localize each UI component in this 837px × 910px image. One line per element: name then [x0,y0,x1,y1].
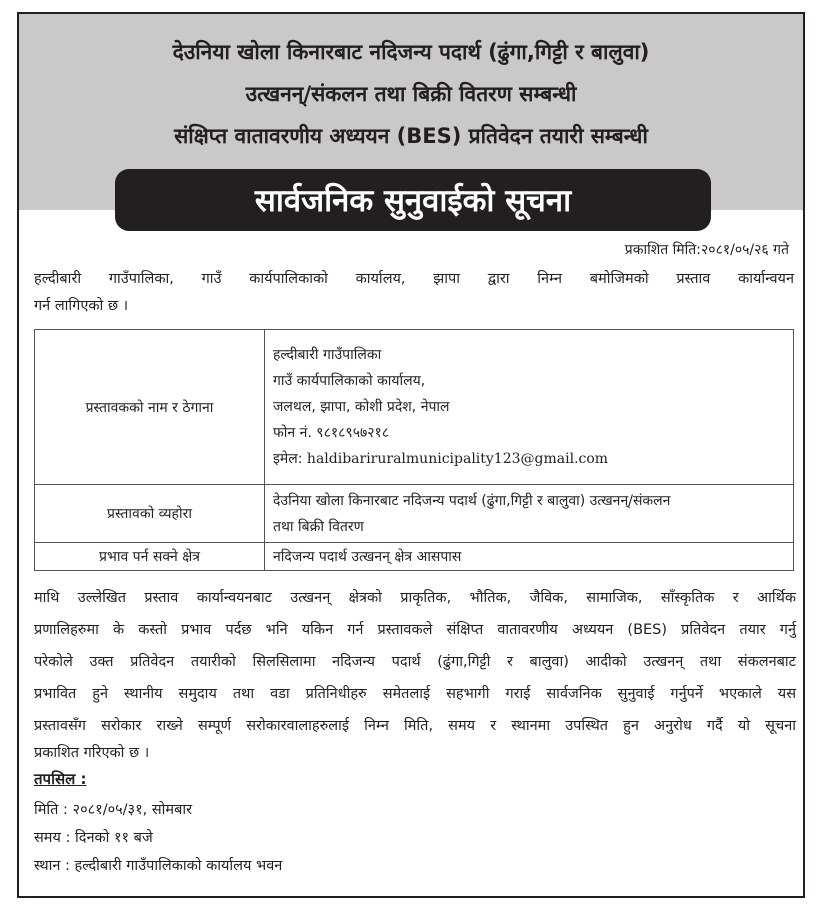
subject-label: प्रस्तावको व्यहोरा [35,485,265,543]
proponent-line: हल्दीबारी गाउँपालिका [273,347,382,363]
banner-title: सार्वजनिक सुनुवाईको सूचना [254,183,572,219]
proposal-info-table [34,329,794,571]
email-label: इमेल: [273,451,303,467]
body-line: प्रकाशित गरिएको छ । [34,745,150,761]
body-line: परेकोले उक्त प्रतिवेदन तयारीको सिलसिलामा नदिजन्य पदार्थ (ढुंगा,गिट्टी र बालुवा) आदीको उत्खनन् तथा संकलनबाट [34,654,796,670]
subject-line: तथा बिक्री वितरण [273,518,364,535]
proponent-address [265,330,794,485]
title-line-1: देउनिया खोला किनारबाट नदिजन्य पदार्थ (ढुंगा,गिट्टी र बालुवा) [172,40,650,64]
body-line: प्रणालिहरुमा के कस्तो प्रभाव पर्दछ भनि यकिन गर्न प्रस्तावकले संक्षिप्त वातावरणीय अध्ययन (BES) प्रतिवेदन तयार गर्नु [34,622,796,638]
notice-banner [115,169,711,231]
proponent-line: गाउँ कार्यपालिकाको कार्यालय, [273,373,426,389]
public-notice [17,12,805,898]
email-address[interactable]: haldibariruralmunicipality123@gmail.com [306,451,609,467]
published-date: प्रकाशित मिति:२०८१/०५/२६ गते [624,242,789,258]
table-row [35,543,794,571]
subject-value [265,485,794,543]
event-time: समय : दिनको ११ बजे [34,830,153,846]
proponent-label: प्रस्तावकको नाम र ठेगाना [35,330,265,485]
body-line: प्रभावित हुने स्थानीय समुदाय तथा वडा प्रतिनिधीहरु समेतलाई सहभागी गराई सार्वजनिक सुनुवाई गर्नुपर्ने भएकाले यस [34,686,796,702]
proponent-line: फोन नं. ९८१८९५७२१८ [273,425,390,441]
table-row [35,485,794,543]
event-venue: स्थान : हल्दीबारी गाउँपालिकाको कार्यालय भवन [34,858,283,874]
intro-line-2: गर्न लागिएको छ । [34,298,129,314]
body-line: माथि उल्लेखित प्रस्ताव कार्यान्वयनबाट उत्खनन् क्षेत्रको प्राकृतिक, भौतिक, जैविक, सामाजिक, साँस्कृतिक र आर्थिक [34,590,796,606]
proponent-line: जलथल, झापा, कोशी प्रदेश, नेपाल [273,399,450,415]
affected-area-label: प्रभाव पर्न सक्ने क्षेत्र [35,543,265,571]
event-date: मिति : २०८१/०५/३१, सोमबार [34,802,193,818]
affected-area-value: नदिजन्य पदार्थ उत्खनन् क्षेत्र आसपास [265,543,794,571]
subject-line: देउनिया खोला किनारबाट नदिजन्य पदार्थ (ढुंगा,गिट्टी र बालुवा) उत्खनन्/संकलन [273,492,671,509]
body-line: प्रस्तावसँग सरोकार राख्ने सम्पूर्ण सरोकारवालाहरुलाई निम्न मिति, समय र स्थानमा उपस्थित हुन अनुरोध गर्दै यो सूचना [34,718,796,734]
intro-line-1: हल्दीबारी गाउँपालिका, गाउँ कार्यपालिकाको कार्यालय, झापा द्वारा निम्न बमोजिमको प्रस्ताव कार्यान्वयन [34,271,794,287]
details-heading: तपसिल : [34,770,87,788]
title-line-3: संक्षिप्त वातावरणीय अध्ययन (BES) प्रतिवेदन तयारी सम्बन्धी [174,124,648,148]
table-row [35,330,794,485]
email-row [273,446,785,472]
title-line-2: उत्खनन्/संकलन तथा बिक्री वितरण सम्बन्धी [245,82,577,106]
